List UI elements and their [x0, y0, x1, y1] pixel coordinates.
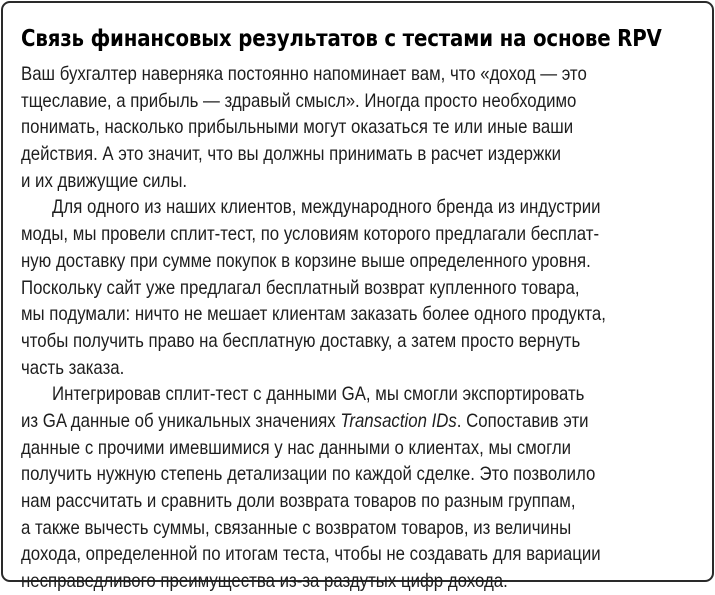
text-line-with-italic: [21, 408, 711, 435]
text-line: Интегрировав сплит-тест с данными GA, мы смогли экспортировать: [52, 383, 585, 406]
text-line: данные с прочими имевшимися у нас данными о клиентах, мы смогли: [21, 436, 572, 459]
text-line: мы подумали: ничто не мешает клиентам заказать более одного продукта,: [21, 303, 606, 326]
sidebar-box: [1, 1, 714, 593]
italic-term: Transaction IDs: [340, 409, 457, 432]
text-segment: . Сопоставив эти: [456, 409, 589, 432]
text-line: и их движущие силы.: [21, 169, 188, 192]
text-line: Поскольку сайт уже предлагал бесплатный возврат купленного товара,: [21, 276, 580, 299]
text-line: понимать, насколько прибыльными могут оказаться те или иные ваши: [21, 116, 574, 139]
text-line: действия. А это значит, что вы должны принимать в расчет издержки: [21, 143, 561, 166]
text-line: тщеславие, а прибыль — здравый смысл». Иногда просто необходимо: [21, 89, 577, 112]
text-line: получить нужную степень детализации по каждой сделке. Это позволило: [21, 463, 596, 486]
box-body: [21, 61, 711, 595]
text-line: а также вычесть суммы, связанные с возвратом товаров, из величины: [21, 516, 572, 539]
text-line: дохода, определенной по итогам теста, чтобы не создавать для вариации: [21, 543, 601, 566]
text-segment: из GA данные об уникальных значениях: [21, 409, 341, 432]
text-line: моды, мы провели сплит-тест, по условиям которого предлагали бесплат-: [21, 223, 600, 246]
text-line: чтобы получить право на бесплатную доставку, а затем просто вернуть: [21, 329, 581, 352]
text-line: несправедливого преимущества из-за раздутых цифр дохода.: [21, 570, 508, 593]
box-title: Связь финансовых результатов с тестами на основе RPV: [21, 26, 662, 52]
text-line: часть заказа.: [21, 356, 125, 379]
text-line: Ваш бухгалтер наверняка постоянно напоминает вам, что «доход — это: [21, 63, 587, 85]
text-line: ную доставку при сумме покупок в корзине выше определенного уровня.: [21, 249, 591, 272]
text-line: Для одного из наших клиентов, международного бренда из индустрии: [52, 196, 601, 219]
text-line: нам рассчитать и сравнить доли возврата товаров по разным группам,: [21, 490, 576, 512]
